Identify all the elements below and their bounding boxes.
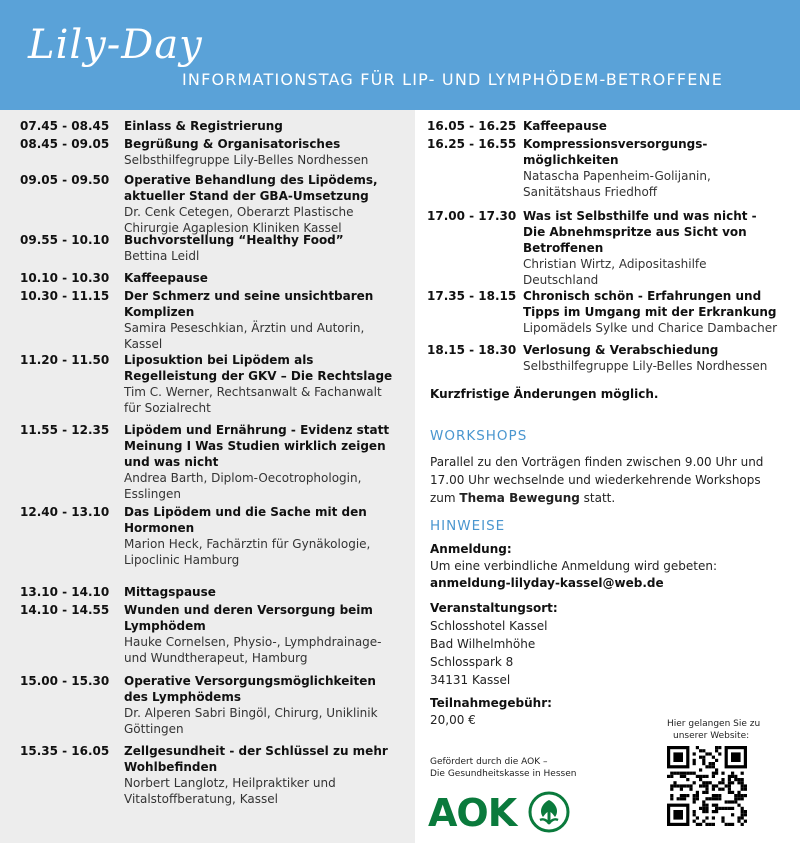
program-title-line: Komplizen [124, 305, 195, 319]
program-speaker-line: Dr. Alperen Sabri Bingöl, Chirurg, Uniklinik [124, 706, 378, 720]
program-body [124, 422, 389, 502]
program-title-line: Die Abnehmspritze aus Sicht von [523, 225, 747, 239]
program-speaker-line: Andrea Barth, Diplom-Oecotrophologin, [124, 471, 362, 485]
program-time: 08.45 - 09.05 [20, 137, 110, 151]
program-title-line: Der Schmerz und seine unsichtbaren [124, 289, 374, 303]
program-body [523, 136, 711, 200]
program-time: 14.10 - 14.55 [20, 603, 110, 617]
program-title-line: Chronisch schön - Erfahrungen und [523, 289, 762, 303]
program-body [124, 270, 208, 286]
program-body [523, 342, 767, 374]
program-speaker-line: Vitalstoffberatung, Kassel [124, 792, 278, 806]
changes-note: Kurzfristige Änderungen möglich. [430, 387, 659, 401]
program-body [124, 673, 378, 737]
program-speaker-line: Selbsthilfegruppe Lily-Belles Nordhessen [124, 153, 369, 167]
program-time: 09.55 - 10.10 [20, 233, 110, 247]
program-body [124, 504, 370, 568]
anmeldung-email[interactable]: anmeldung-lilyday-kassel@web.de [430, 576, 664, 590]
program-speaker-line: Samira Peseschkian, Ärztin und Autorin, [124, 321, 365, 335]
lily-day-logo: Lily-Day [28, 22, 203, 68]
program-speaker-line: Chirurgie Agaplesion Kliniken Kassel [124, 221, 342, 235]
venue-line: Schlosshotel Kassel [430, 619, 548, 633]
venue-line: Bad Wilhelmhöhe [430, 637, 536, 651]
program-speaker-line: Dr. Cenk Cetegen, Oberarzt Plastische [124, 205, 354, 219]
program-title-line: aktueller Stand der GBA-Umsetzung [124, 189, 369, 203]
aok-logo: AOK [428, 791, 517, 835]
program-title-line: Buchvorstellung “Healthy Food” [124, 233, 344, 247]
program-body [124, 172, 378, 236]
program-body [124, 232, 344, 264]
venue-label: Veranstaltungsort: [430, 601, 558, 615]
workshops-text: Parallel zu den Vorträgen finden zwischen 9.00 Uhr und 17.00 Uhr wechselnde und wiederkehrende Workshops zum Thema Bewegung statt. [430, 455, 764, 505]
program-title-line: Liposuktion bei Lipödem als [124, 353, 314, 367]
anmeldung-label: Anmeldung: [430, 542, 512, 556]
program-title-line: Wunden und deren Versorgung beim [124, 603, 373, 617]
program-title-line: Lipödem und Ernährung - Evidenz statt [124, 423, 390, 437]
program-title-line: Kaffeepause [124, 271, 208, 285]
program-title-line: Operative Behandlung des Lipödems, [124, 173, 378, 187]
program-body [124, 118, 283, 134]
program-time: 17.00 - 17.30 [427, 209, 517, 223]
program-body [124, 743, 388, 807]
program-speaker-line: Tim C. Werner, Rechtsanwalt & Fachanwalt [124, 385, 382, 399]
program-speaker-line: Deutschland [523, 273, 599, 287]
program-body [523, 208, 757, 288]
program-title-line: und was nicht [124, 455, 219, 469]
program-time: 09.05 - 09.50 [20, 173, 110, 187]
program-title-line: Was ist Selbsthilfe und was nicht - [523, 209, 757, 223]
page-title: INFORMATIONSTAG FÜR LIP- UND LYMPHÖDEM-BETROFFENE [182, 70, 724, 89]
program-time: 16.25 - 16.55 [427, 137, 517, 151]
program-title-line: Mittagspause [124, 585, 216, 599]
fee-value: 20,00 € [430, 713, 476, 727]
program-speaker-line: Lipoclinic Hamburg [124, 553, 240, 567]
program-time: 11.55 - 12.35 [20, 423, 110, 437]
program-title-line: Wohlbefinden [124, 760, 218, 774]
program-body [523, 288, 777, 336]
program-title-line: Meinung I Was Studien wirklich zeigen [124, 439, 386, 453]
info-column-right [415, 110, 800, 843]
venue-line: 34131 Kassel [430, 673, 511, 687]
program-speaker-line: Esslingen [124, 487, 181, 501]
program-speaker-line: und Wundtherapeut, Hamburg [124, 651, 308, 665]
sponsor-line1: Gefördert durch die AOK – [430, 757, 548, 767]
program-speaker-line: Natascha Papenheim-Golijanin, [523, 169, 711, 183]
program-column-left [0, 110, 415, 843]
program-speaker-line: Bettina Leidl [124, 249, 200, 263]
qr-caption-line1: Hier gelangen Sie zu [667, 719, 761, 729]
program-title-line: Kompressionsversorgungs- [523, 137, 708, 151]
anmeldung-text: Um eine verbindliche Anmeldung wird gebeten: [430, 559, 717, 573]
qr-caption-line2: unserer Website: [673, 731, 750, 741]
program-speaker-line: Marion Heck, Fachärztin für Gynäkologie, [124, 537, 371, 551]
program-title-line: Das Lipödem und die Sache mit den [124, 505, 367, 519]
program-time: 16.05 - 16.25 [427, 119, 517, 133]
program-body [124, 288, 373, 352]
aok-tree-icon [527, 790, 571, 834]
program-time: 10.30 - 11.15 [20, 289, 110, 303]
program-time: 18.15 - 18.30 [427, 343, 517, 357]
workshops-heading: WORKSHOPS [430, 428, 528, 444]
program-time: 11.20 - 11.50 [20, 353, 110, 367]
program-title-line: möglichkeiten [523, 153, 619, 167]
program-title-line: Einlass & Registrierung [124, 119, 283, 133]
program-title-line: Verlosung & Verabschiedung [523, 343, 719, 357]
program-speaker-line: für Sozialrecht [124, 401, 211, 415]
program-title-line: Begrüßung & Organisatorisches [124, 137, 341, 151]
program-body [124, 136, 368, 168]
program-title-line: Kaffeepause [523, 119, 607, 133]
program-speaker-line: Norbert Langlotz, Heilpraktiker und [124, 776, 336, 790]
program-speaker-line: Hauke Cornelsen, Physio-, Lymphdrainage- [124, 635, 382, 649]
program-body [124, 352, 392, 416]
hinweise-heading: HINWEISE [430, 518, 506, 534]
program-title-line: Betroffenen [523, 241, 604, 255]
program-speaker-line: Kassel [124, 337, 163, 351]
program-time: 13.10 - 14.10 [20, 585, 110, 599]
qr-code-icon[interactable] [667, 746, 747, 826]
program-time: 10.10 - 10.30 [20, 271, 110, 285]
program-time: 15.35 - 16.05 [20, 744, 110, 758]
sponsor-line2: Die Gesundheitskasse in Hessen [430, 769, 577, 779]
program-time: 07.45 - 08.45 [20, 119, 110, 133]
program-title-line: Tipps im Umgang mit der Erkrankung [523, 305, 777, 319]
program-title-line: Hormonen [124, 521, 195, 535]
program-title-line: des Lymphödems [124, 690, 241, 704]
program-speaker-line: Sanitätshaus Friedhoff [523, 185, 658, 199]
program-body [124, 602, 382, 666]
header-banner [0, 0, 800, 110]
program-time: 17.35 - 18.15 [427, 289, 517, 303]
program-title-line: Lymphödem [124, 619, 206, 633]
program-time: 15.00 - 15.30 [20, 674, 110, 688]
program-speaker-line: Lipomädels Sylke und Charice Dambacher [523, 321, 778, 335]
program-title-line: Regelleistung der GKV – Die Rechtslage [124, 369, 393, 383]
program-title-line: Operative Versorgungsmöglichkeiten [124, 674, 376, 688]
venue-line: Schlosspark 8 [430, 655, 514, 669]
program-body [523, 118, 607, 134]
program-body [124, 584, 216, 600]
fee-label: Teilnahmegebühr: [430, 696, 552, 710]
program-speaker-line: Göttingen [124, 722, 184, 736]
program-title-line: Zellgesundheit - der Schlüssel zu mehr [124, 744, 388, 758]
program-speaker-line: Christian Wirtz, Adipositashilfe [523, 257, 707, 271]
program-speaker-line: Selbsthilfegruppe Lily-Belles Nordhessen [523, 359, 768, 373]
program-time: 12.40 - 13.10 [20, 505, 110, 519]
